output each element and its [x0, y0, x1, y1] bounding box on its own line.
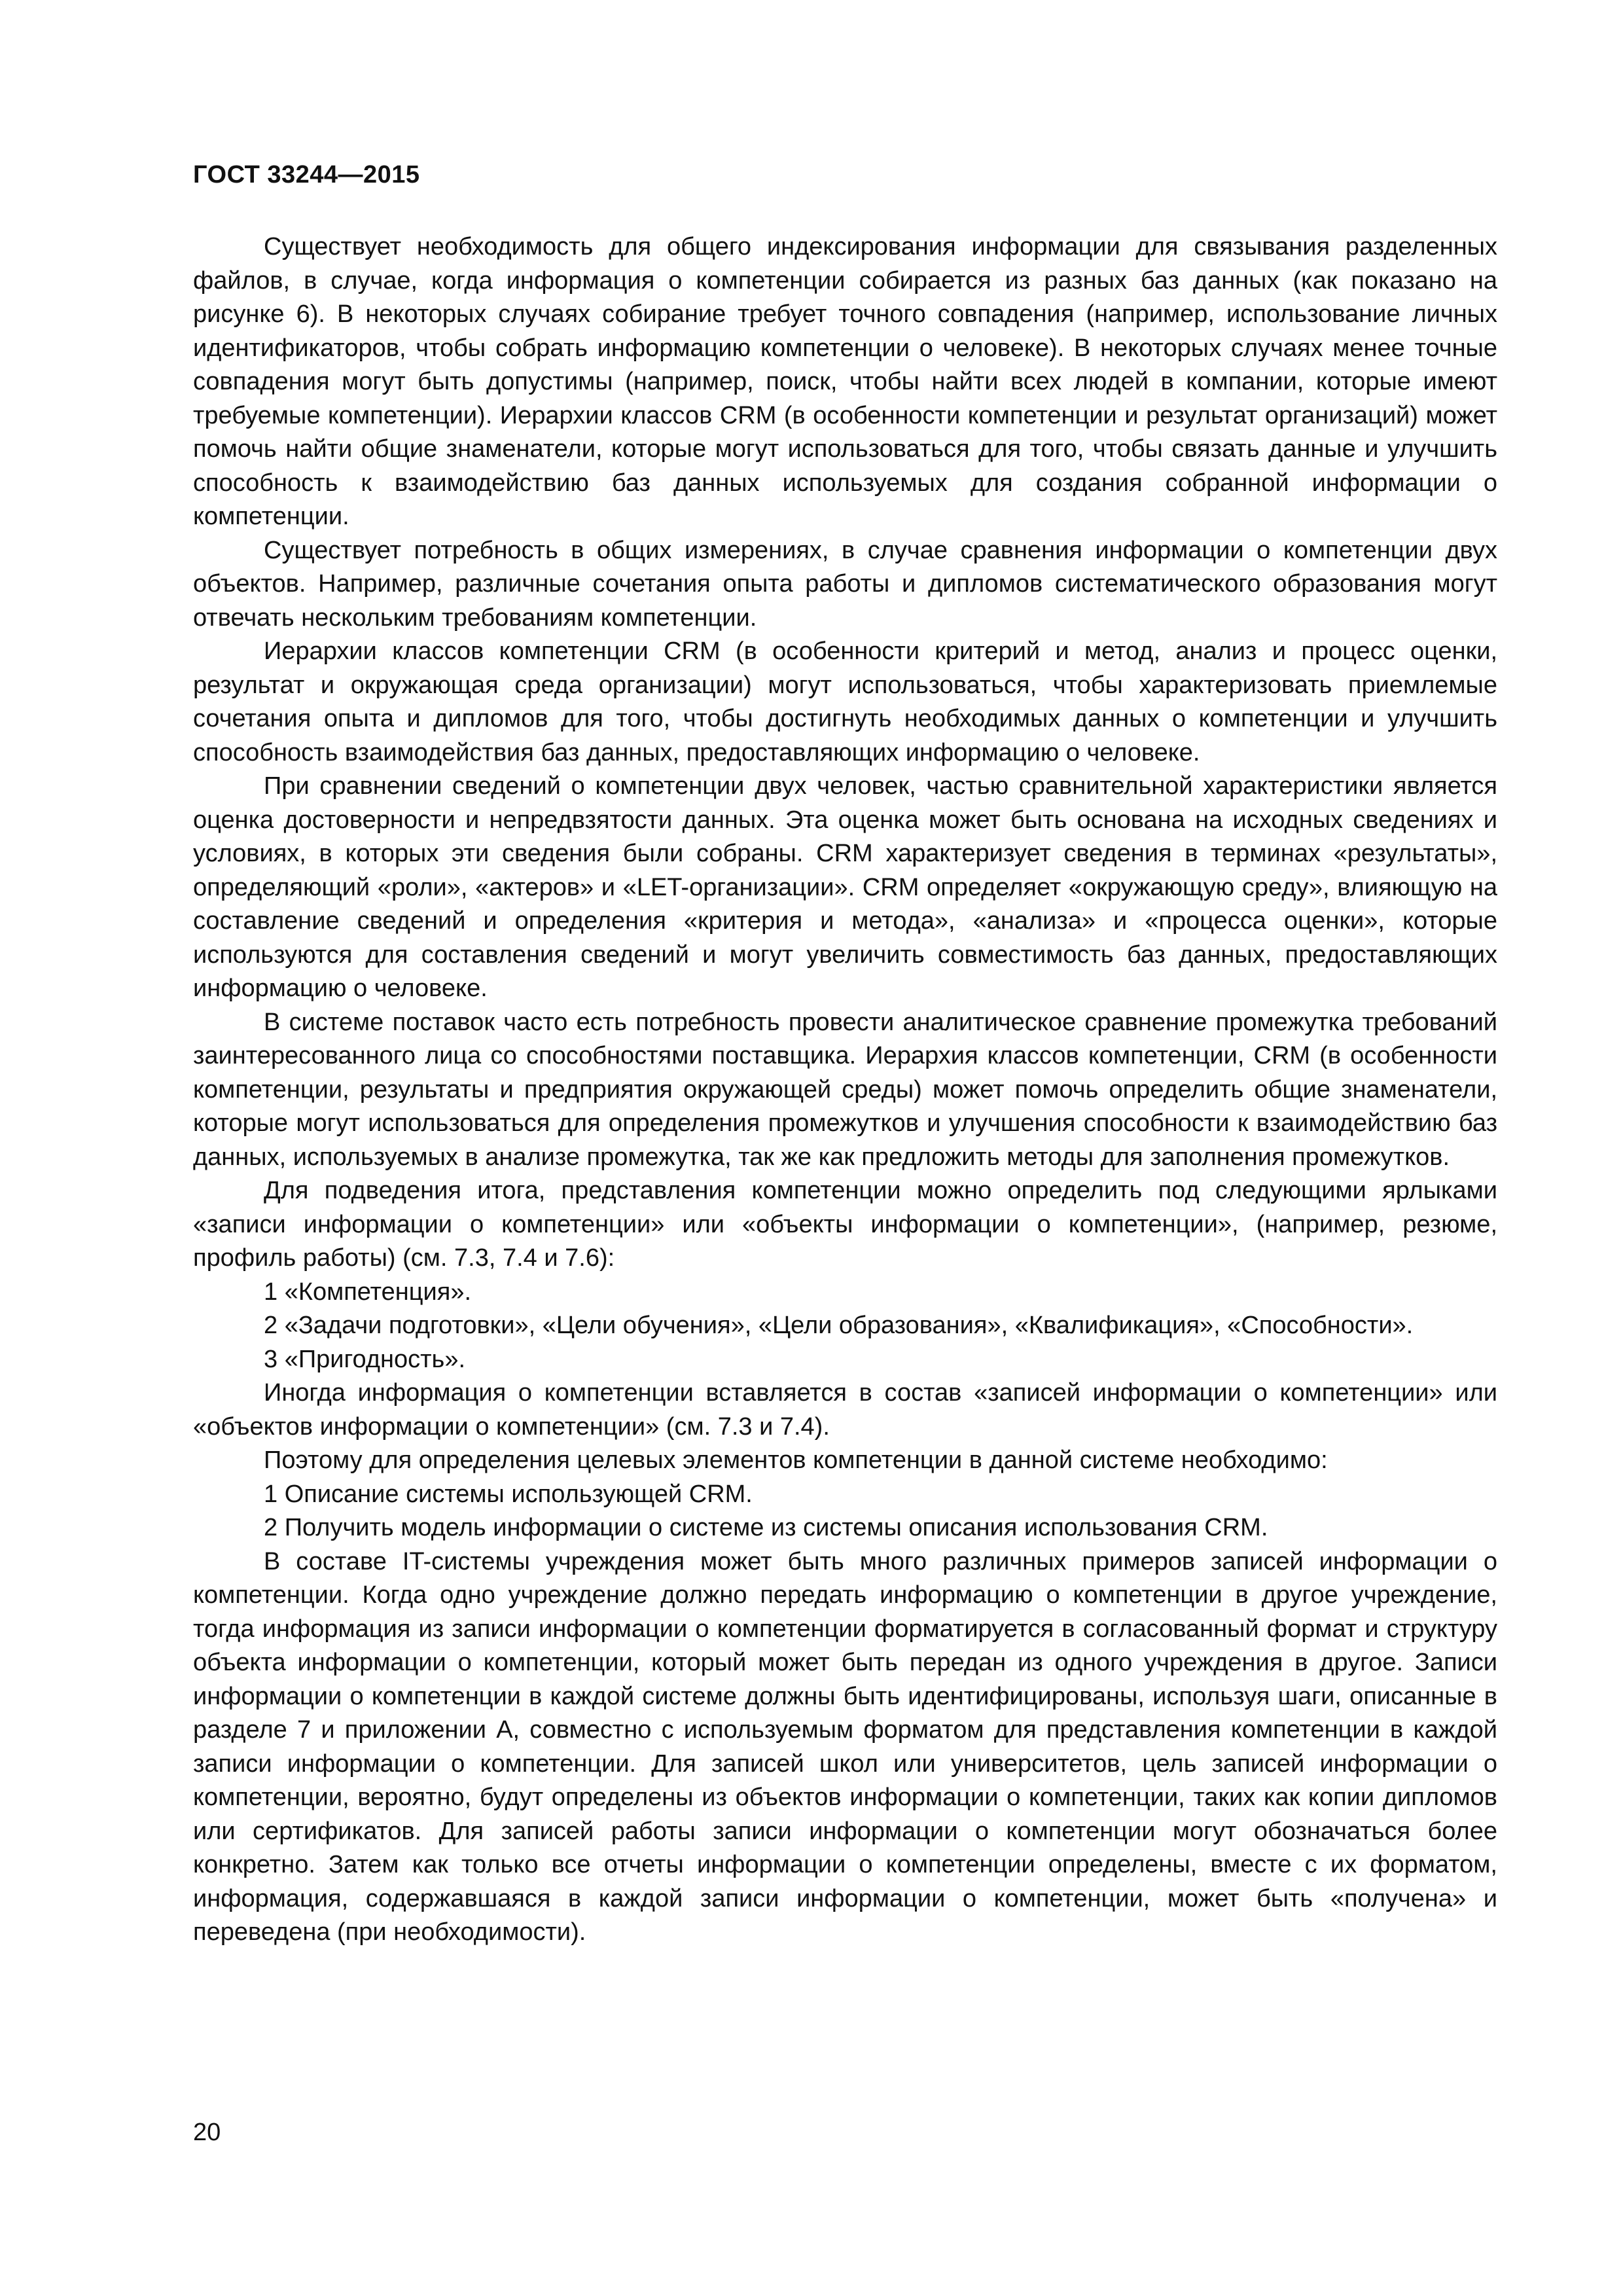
list-item: 1 Описание системы использующей CRM.: [264, 1480, 753, 1508]
list-item: 3 «Пригодность».: [264, 1345, 466, 1373]
paragraph: В составе IT-системы учреждения может быть много различных примеров записей информации о компетенции. Когда одно учреждение должно передать информацию о компетенции в другое учреждение, тогда информация из записи информации о компетенции форматируется в согласованный формат и структуру объекта информации о компетенции, который может быть передан из одного учреждения в другое. Записи информации о компетенции в каждой системе должны быть идентифицированы, используя шаги, описанные в разделе 7 и приложении А, совместно с используемым форматом для представления компетенции в каждой записи информации о компетенции. Для записей школ или университетов, цель записей информации о компетенции, вероятно, будут определены из объектов информации о компетенции, таких как копии дипломов или сертификатов. Для записей работы записи информации о компетенции могут обозначаться более конкретно. Затем как только все отчеты информации о компетенции определены, вместе с их форматом, информация, содержавшаяся в каждой записи информации о компетенции, может быть «получена» и переведена (при необходимости).: [193, 1547, 1497, 1946]
list-item: 1 «Компетенция».: [264, 1278, 472, 1306]
list-item: 2 Получить модель информации о системе из системы описания использования CRM.: [264, 1514, 1268, 1541]
paragraph: Существует потребность в общих измерениях, в случае сравнения информации о компетенции двух объектов. Например, различные сочетания опыта работы и дипломов систематического образования могут отвечать нескольким требованиям компетенции.: [193, 536, 1497, 632]
page-number: 20: [193, 2119, 221, 2146]
paragraph: В системе поставок часто есть потребность провести аналитическое сравнение промежутка требований заинтересованного лица со способностями поставщика. Иерархия классов компетенции, CRM (в особенности компетенции, результаты и предприятия окружающей среды) может помочь определить общие знаменатели, которые могут использоваться для определения промежутков и улучшения способности к взаимодействию баз данных, используемых в анализе промежутка, так же как предложить методы для заполнения промежутков.: [193, 1008, 1498, 1171]
paragraph: Существует необходимость для общего индексирования информации для связывания разделенных файлов, в случае, когда информация о компетенции собирается из разных баз данных (как показано на рисунке 6). В некоторых случаях собирание требует точного совпадения (например, использование личных идентификаторов, чтобы собрать информацию компетенции о человеке). В некоторых случаях менее точные совпадения могут быть допустимы (например, поиск, чтобы найти всех людей в компании, которые имеют требуемые компетенции). Иерархии классов CRM (в особенности компетенции и результат организаций) может помочь найти общие знаменатели, которые могут использоваться для того, чтобы связать данные и улучшить способность к взаимодействию баз данных используемых для создания собранной информации о компетенции.: [193, 233, 1497, 530]
paragraph: При сравнении сведений о компетенции двух человек, частью сравнительной характеристики является оценка достоверности и непредвзятости данных. Эта оценка может быть основана на исходных сведениях и условиях, в которых эти сведения были собраны. CRM характеризует сведения в терминах «результаты», определяющий «роли», «актеров» и «LET-организации». CRM определяет «окружающую среду», влияющую на составление сведений и определения «критерия и метода», «анализа» и «процесса оценки», которые используются для составления сведений и могут увеличить совместимость баз данных, предоставляющих информацию о человеке.: [193, 772, 1497, 1002]
paragraph: Для подведения итога, представления компетенции можно определить под следующими ярлыками «записи информации о компетенции» или «объекты информации о компетенции», (например, резюме, профиль работы) (см. 7.3, 7.4 и 7.6):: [193, 1177, 1497, 1272]
paragraph: Поэтому для определения целевых элементов компетенции в данной системе необходимо:: [264, 1446, 1328, 1474]
list-item: 2 «Задачи подготовки», «Цели обучения», «Цели образования», «Квалификация», «Способности».: [264, 1312, 1414, 1339]
document-body: [193, 230, 1497, 1950]
paragraph: Иногда информация о компетенции вставляется в состав «записей информации о компетенции» или «объектов информации о компетенции» (см. 7.3 и 7.4).: [193, 1379, 1497, 1441]
paragraph: Иерархии классов компетенции CRM (в особенности критерий и метод, анализ и процесс оценки, результат и окружающая среда организации) могут использоваться, чтобы характеризовать приемлемые сочетания опыта и дипломов для того, чтобы достигнуть необходимых данных о компетенции и улучшить способность взаимодействия баз данных, предоставляющих информацию о человеке.: [193, 637, 1497, 766]
document-header: ГОСТ 33244—2015: [193, 161, 420, 188]
